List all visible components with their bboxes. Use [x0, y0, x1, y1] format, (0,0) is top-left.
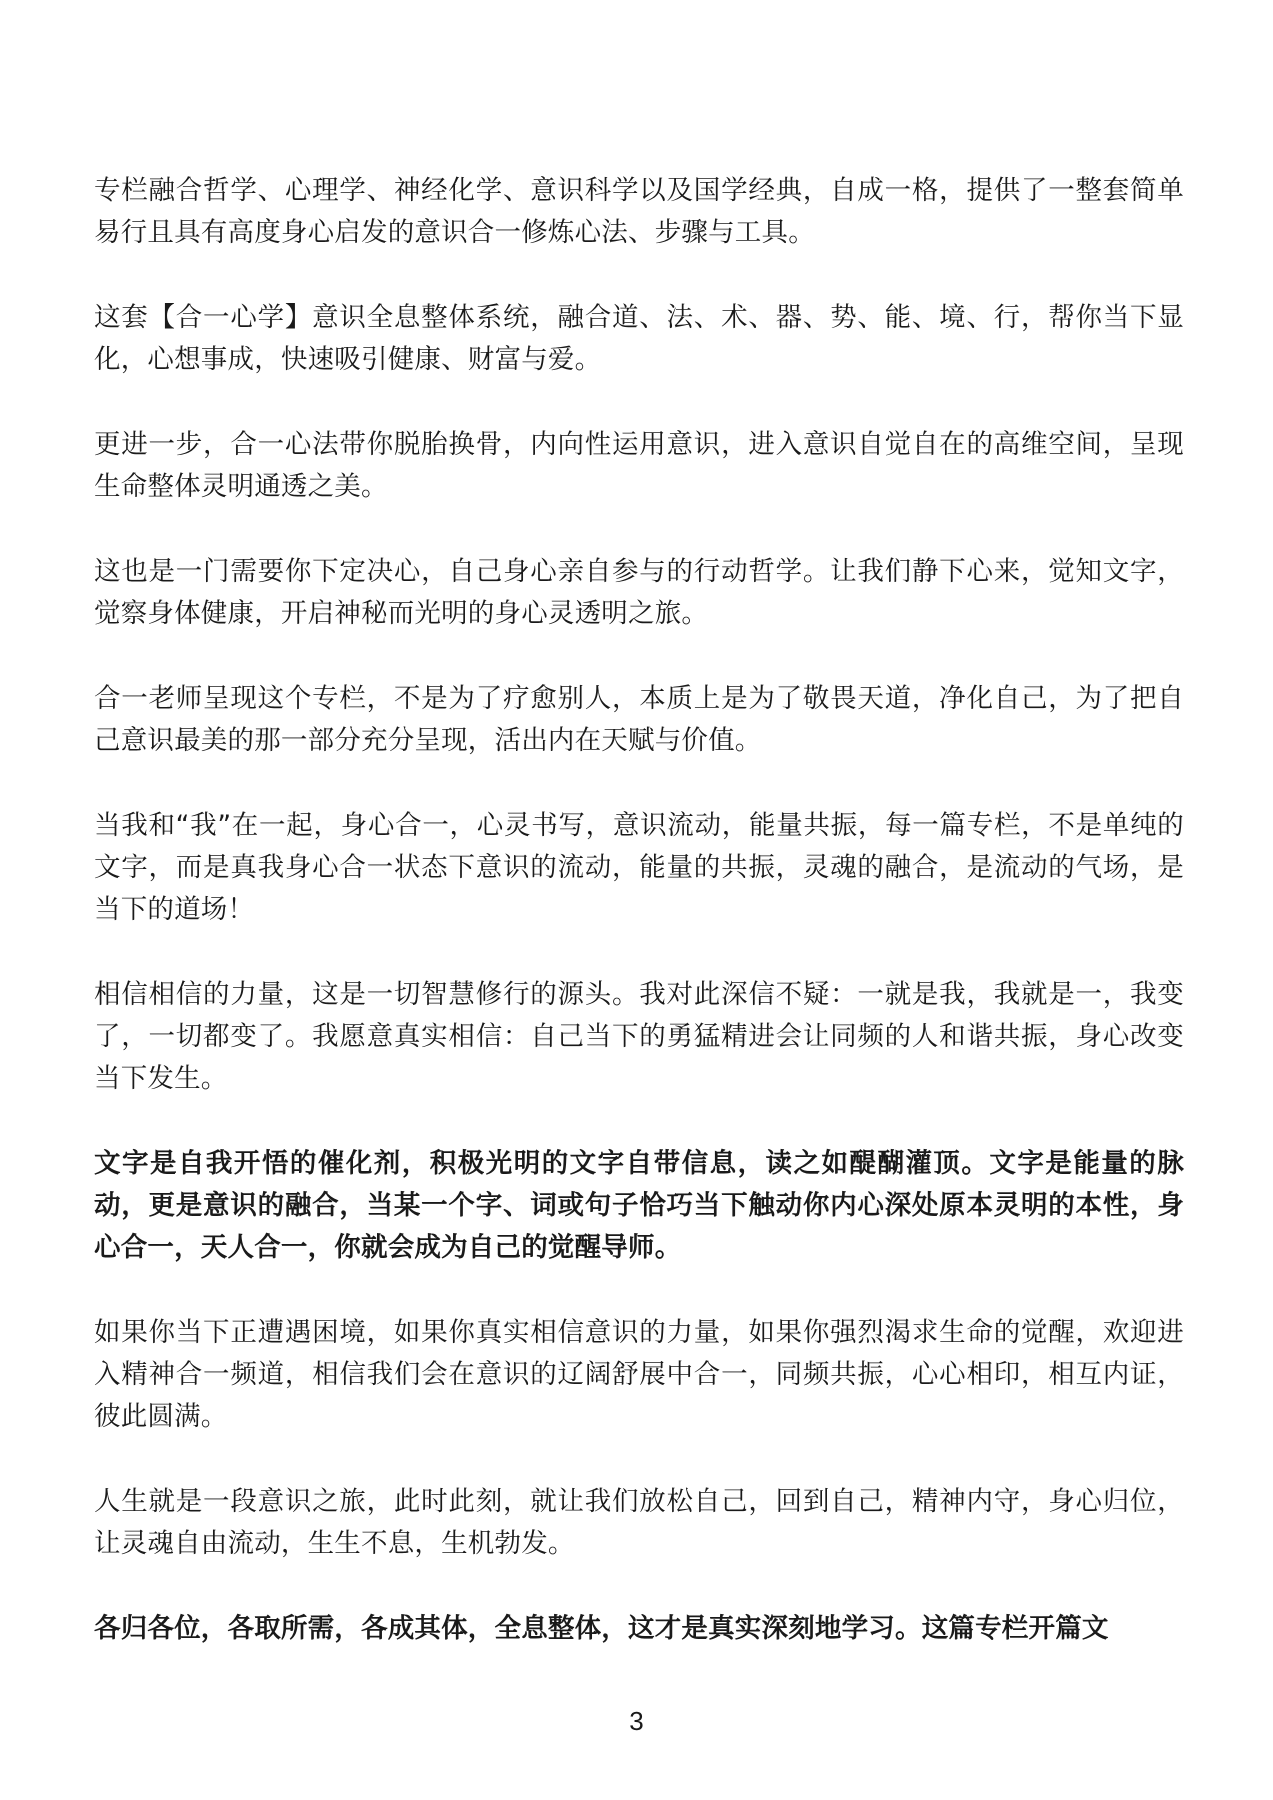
paragraph: 如果你当下正遭遇困境，如果你真实相信意识的力量，如果你强烈渴求生命的觉醒，欢迎进入精神合一频道，相信我们会在意识的辽阔舒展中合一，同频共振，心心相印，相互内证，彼此圆满。 — [94, 1317, 1184, 1432]
paragraph: 合一老师呈现这个专栏，不是为了疗愈别人，本质上是为了敬畏天道，净化自己，为了把自己意识最美的那一部分充分呈现，活出内在天赋与价值。 — [94, 683, 1184, 756]
paragraph: 专栏融合哲学、心理学、神经化学、意识科学以及国学经典，自成一格，提供了一整套简单易行且具有高度身心启发的意识合一修炼心法、步骤与工具。 — [94, 175, 1184, 248]
paragraph: 这也是一门需要你下定决心，自己身心亲自参与的行动哲学。让我们静下心来，觉知文字，觉察身体健康，开启神秘而光明的身心灵透明之旅。 — [94, 556, 1184, 629]
paragraph: 更进一步，合一心法带你脱胎换骨，内向性运用意识，进入意识自觉自在的高维空间，呈现生命整体灵明通透之美。 — [94, 429, 1184, 502]
paragraph: 相信相信的力量，这是一切智慧修行的源头。我对此深信不疑：一就是我，我就是一，我变了，一切都变了。我愿意真实相信：自己当下的勇猛精进会让同频的人和谐共振，身心改变当下发生。 — [94, 979, 1184, 1094]
bold-paragraph: 各归各位，各取所需，各成其体，全息整体，这才是真实深刻地学习。这篇专栏开篇文 — [94, 1613, 1109, 1644]
paragraph: 人生就是一段意识之旅，此时此刻，就让我们放松自己，回到自己，精神内守，身心归位，让灵魂自由流动，生生不息，生机勃发。 — [94, 1486, 1184, 1559]
page-number: 3 — [629, 1706, 644, 1736]
bold-paragraph: 文字是自我开悟的催化剂，积极光明的文字自带信息，读之如醍醐灌顶。文字是能量的脉动，更是意识的融合，当某一个字、词或句子恰巧当下触动你内心深处原本灵明的本性，身心合一，天人合一，你就会成为自己的觉醒导师。 — [94, 1148, 1184, 1263]
paragraph: 当我和“我”在一起，身心合一，心灵书写，意识流动，能量共振，每一篇专栏，不是单纯的文字，而是真我身心合一状态下意识的流动，能量的共振，灵魂的融合，是流动的气场，是当下的道场！ — [94, 810, 1184, 925]
paragraph: 这套【合一心学】意识全息整体系统，融合道、法、术、器、势、能、境、行，帮你当下显化，心想事成，快速吸引健康、财富与爱。 — [94, 302, 1184, 375]
document-body — [94, 170, 1184, 1693]
